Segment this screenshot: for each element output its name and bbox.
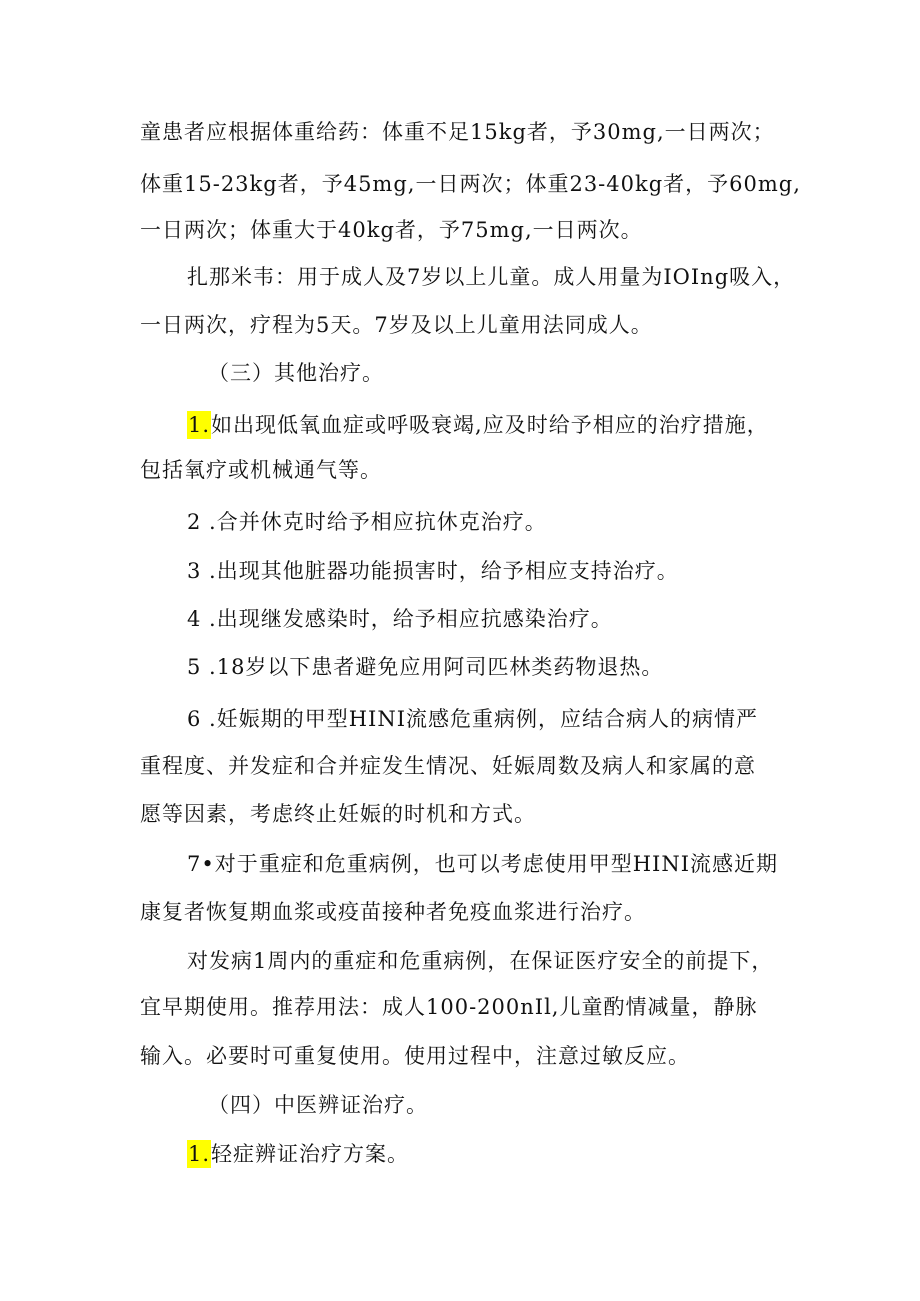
item1-number-highlight: 1. [188, 413, 211, 437]
item7-line2: 康复者恢复期血浆或疫苗接种者免疫血浆进行治疗。 [140, 900, 646, 924]
para1-line2: 体重15-23kg者，予45mg,一日两次；体重23-40kg者，予60mg, [140, 172, 801, 196]
item1-line1 [187, 410, 769, 440]
item7-line1: 7•对于重症和危重病例，也可以考虑使用甲型HINI流感近期 [187, 852, 779, 876]
para3-line3: 输入。必要时可重复使用。使用过程中，注意过敏反应。 [140, 1044, 690, 1068]
tcm-item1-number-highlight: 1. [188, 1142, 211, 1166]
para2-line1: 扎那米韦：用于成人及7岁以上儿童。成人用量为IOIng吸入， [187, 265, 796, 289]
section-heading-3: （三）其他治疗。 [208, 361, 384, 385]
item2: 2 .合并休克时给予相应抗休克治疗。 [187, 510, 547, 534]
para3-line1: 对发病1周内的重症和危重病例，在保证医疗安全的前提下， [187, 949, 774, 973]
para1-line1: 童患者应根据体重给药：体重不足15kg者，予30mg,一日两次； [140, 120, 775, 144]
item6-line1: 6 .妊娠期的甲型HINI流感危重病例，应结合病人的病情严 [187, 707, 758, 731]
item1-line2: 包括氧疗或机械通气等。 [140, 458, 382, 482]
para2-line2: 一日两次，疗程为5天。7岁及以上儿童用法同成人。 [140, 313, 653, 337]
tcm-item1-text: 轻症辨证治疗方案。 [211, 1142, 410, 1166]
item1-text: 如出现低氧血症或呼吸衰竭,应及时给予相应的治疗措施， [211, 413, 769, 437]
item3: 3 .出现其他脏器功能损害时，给予相应支持治疗。 [187, 559, 679, 583]
item4: 4 .出现继发感染时，给予相应抗感染治疗。 [187, 607, 613, 631]
para1-line3: 一日两次；体重大于40kg者，予75mg,一日两次。 [140, 218, 643, 242]
section-heading-4: （四）中医辨证治疗。 [208, 1093, 428, 1117]
item6-line3: 愿等因素，考虑终止妊娠的时机和方式。 [140, 802, 536, 826]
item5: 5 .18岁以下患者避免应用阿司匹林类药物退热。 [187, 655, 664, 679]
item6-line2: 重程度、并发症和合并症发生情况、妊娠周数及病人和家属的意 [140, 754, 756, 778]
tcm-item1 [187, 1139, 409, 1169]
para3-line2: 宜早期使用。推荐用法：成人100-200nIl,儿童酌情减量，静脉 [140, 995, 758, 1019]
